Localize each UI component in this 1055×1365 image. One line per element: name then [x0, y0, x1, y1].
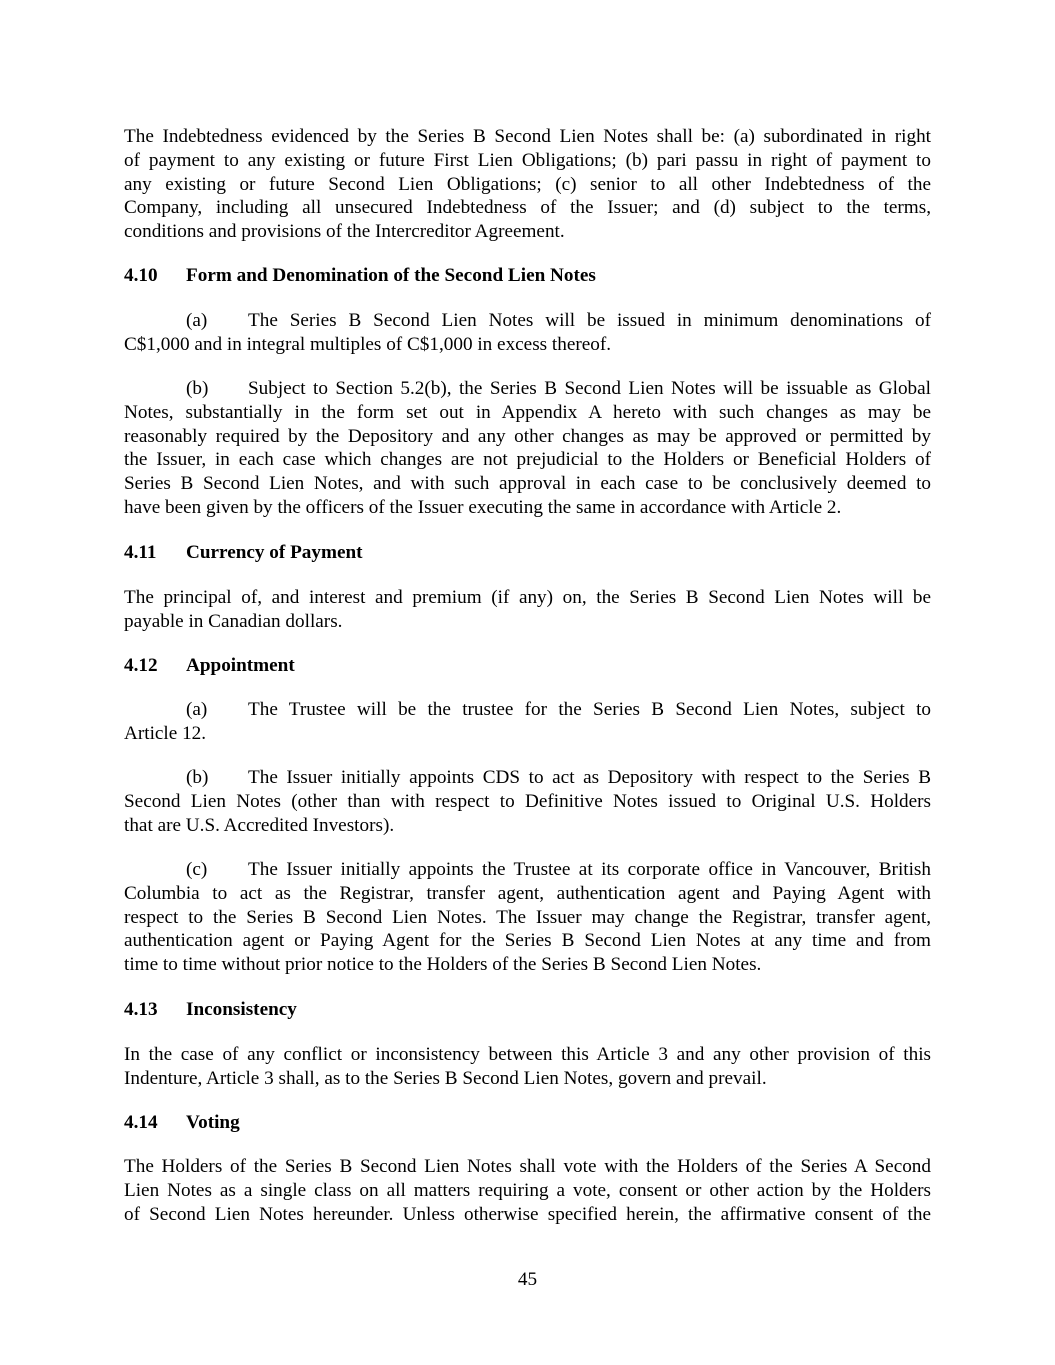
text-line: The Holders of the Series B Second Lien Notes shall vote with the Holders of the Series A Second [124, 1156, 931, 1177]
text-segment: The Issuer initially appoints CDS to act as Depository with respect to the Series B [248, 767, 931, 788]
paragraph-4-12-a [124, 698, 931, 746]
paragraph-4-12-c [124, 858, 931, 977]
section-title: Form and Denomination of the Second Lien Notes [186, 265, 596, 286]
text-line: C$1,000 and in integral multiples of C$1,000 in excess thereof. [124, 333, 612, 355]
paragraph-label: (a) [186, 310, 208, 331]
section-title: Voting [186, 1112, 240, 1133]
text-line: reasonably required by the Depository and any other changes as may be approved or permitted by [124, 425, 931, 447]
text-line [124, 858, 931, 882]
paragraph-label: (b) [186, 767, 209, 788]
section-heading-4-14 [124, 1111, 240, 1135]
section-number: 4.13 [124, 999, 158, 1020]
paragraph-4-10-b [124, 377, 931, 520]
text-line: Company, including all unsecured Indebtedness of the Issuer; and (d) subject to the terms, [124, 197, 931, 219]
text-line: Lien Notes as a single class on all matters requiring a vote, consent or other action by the Holders [124, 1179, 931, 1201]
paragraph-label: (c) [186, 859, 208, 880]
page-number: 45 [517, 1269, 538, 1290]
intro-paragraph [124, 125, 931, 244]
section-number: 4.10 [124, 265, 158, 286]
text-line: Second Lien Notes (other than with respect to Definitive Notes issued to Original U.S. Holders [124, 790, 931, 812]
text-line [124, 309, 931, 333]
section-heading-4-13 [124, 998, 297, 1022]
text-line: Indenture, Article 3 shall, as to the Series B Second Lien Notes, govern and prevail. [124, 1067, 767, 1089]
text-line [124, 766, 931, 790]
text-line: The principal of, and interest and premium (if any) on, the Series B Second Lien Notes will be [124, 587, 931, 608]
section-number: 4.12 [124, 655, 158, 676]
text-line: The Indebtedness evidenced by the Series B Second Lien Notes shall be: (a) subordinated in right [124, 126, 931, 147]
section-title: Currency of Payment [186, 542, 363, 563]
text-line: respect to the Series B Second Lien Notes. The Issuer may change the Registrar, transfer agent, [124, 906, 931, 928]
section-heading-4-12 [124, 654, 295, 678]
paragraph-4-13 [124, 1043, 931, 1091]
section-heading-4-10 [124, 264, 596, 288]
section-number: 4.14 [124, 1112, 158, 1133]
paragraph-4-11 [124, 586, 931, 634]
text-line: Notes, substantially in the form set out in Appendix A hereto with such changes as may be [124, 401, 931, 423]
paragraph-label: (b) [186, 378, 209, 399]
text-segment: Subject to Section 5.2(b), the Series B Second Lien Notes will be issuable as Global [248, 378, 931, 399]
text-line: the Issuer, in each case which changes are not prejudicial to the Holders or Beneficial Holders of [124, 449, 931, 471]
text-line: time to time without prior notice to the Holders of the Series B Second Lien Notes. [124, 954, 762, 976]
section-title: Appointment [186, 655, 295, 676]
text-line: any existing or future Second Lien Obligations; (c) senior to all other Indebtedness of the [124, 173, 931, 195]
paragraph-4-10-a [124, 309, 931, 357]
text-line: Article 12. [124, 722, 207, 744]
section-number: 4.11 [124, 542, 157, 563]
text-line: of payment to any existing or future First Lien Obligations; (b) pari passu in right of payment to [124, 149, 931, 171]
text-segment: The Series B Second Lien Notes will be issued in minimum denominations of [248, 310, 931, 331]
text-line: conditions and provisions of the Intercreditor Agreement. [124, 221, 565, 243]
text-line: In the case of any conflict or inconsistency between this Article 3 and any other provision of this [124, 1044, 931, 1065]
section-heading-4-11 [124, 541, 363, 565]
text-line: Series B Second Lien Notes, and with such approval in each case to be conclusively deemed to [124, 473, 931, 495]
paragraph-4-14 [124, 1155, 931, 1226]
text-line: that are U.S. Accredited Investors). [124, 814, 395, 836]
section-title: Inconsistency [186, 999, 297, 1020]
text-line: payable in Canadian dollars. [124, 610, 343, 632]
text-segment: The Issuer initially appoints the Trustee at its corporate office in Vancouver, British [248, 859, 931, 880]
paragraph-label: (a) [186, 699, 208, 720]
text-line: of Second Lien Notes hereunder. Unless otherwise specified herein, the affirmative consent of the [124, 1203, 931, 1225]
text-line [124, 698, 931, 722]
text-segment: The Trustee will be the trustee for the Series B Second Lien Notes, subject to [248, 699, 931, 720]
paragraph-4-12-b [124, 766, 931, 837]
text-line: have been given by the officers of the Issuer executing the same in accordance with Article 2. [124, 496, 842, 518]
text-line: authentication agent or Paying Agent for the Series B Second Lien Notes at any time and from [124, 930, 931, 952]
text-line [124, 377, 931, 401]
text-line: Columbia to act as the Registrar, transfer agent, authentication agent and Paying Agent with [124, 882, 931, 904]
